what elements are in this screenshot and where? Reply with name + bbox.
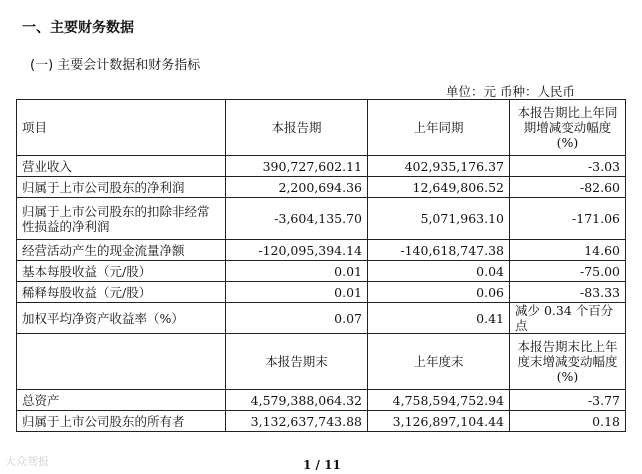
table-row bbox=[17, 156, 626, 177]
unit-currency-note: 单位：元 币种：人民币 bbox=[446, 84, 575, 99]
table-cell: 本报告期末 bbox=[226, 334, 368, 390]
table-row bbox=[17, 282, 626, 303]
table-cell: 上年度末 bbox=[368, 334, 510, 390]
table-cell: 0.07 bbox=[226, 303, 368, 334]
table-cell: -83.33 bbox=[510, 282, 626, 303]
table-cell: -3.03 bbox=[510, 156, 626, 177]
watermark-logo: 大众驾报 bbox=[5, 455, 49, 468]
table-cell: -140,618,747.38 bbox=[368, 240, 510, 261]
table-cell: -171.06 bbox=[510, 198, 626, 240]
table-cell: 归属于上市公司股东的净利润 bbox=[17, 177, 226, 198]
section-heading: 一、主要财务数据 bbox=[22, 20, 134, 36]
header-cell-prior-period: 上年同期 bbox=[368, 100, 510, 156]
table-cell: 0.04 bbox=[368, 261, 510, 282]
table-cell: 经营活动产生的现金流量净额 bbox=[17, 240, 226, 261]
table-cell: 0.06 bbox=[368, 282, 510, 303]
table-cell: 稀释每股收益（元/股） bbox=[17, 282, 226, 303]
table-cell: 5,071,963.10 bbox=[368, 198, 510, 240]
header-cell-current-period: 本报告期 bbox=[226, 100, 368, 156]
table-cell: 减少 0.34 个百分点 bbox=[510, 303, 626, 334]
subsection-heading: (一) 主要会计数据和财务指标 bbox=[30, 58, 201, 73]
financial-data-table bbox=[16, 99, 626, 432]
table-row bbox=[17, 303, 626, 334]
page-number: 1 / 11 bbox=[303, 458, 341, 472]
table-header-row bbox=[17, 100, 626, 156]
table-row bbox=[17, 177, 626, 198]
table-cell: 归属于上市公司股东的扣除非经常性损益的净利润 bbox=[17, 198, 226, 240]
table-cell: 归属于上市公司股东的所有者 bbox=[17, 411, 226, 432]
table-cell: 总资产 bbox=[17, 390, 226, 411]
table-cell: -3.77 bbox=[510, 390, 626, 411]
table-cell: 4,579,388,064.32 bbox=[226, 390, 368, 411]
table-cell: 12,649,806.52 bbox=[368, 177, 510, 198]
header-cell-item: 项目 bbox=[17, 100, 226, 156]
table-cell: 营业收入 bbox=[17, 156, 226, 177]
table-header-row-2 bbox=[17, 334, 626, 390]
table-cell: 390,727,602.11 bbox=[226, 156, 368, 177]
table-cell: 402,935,176.37 bbox=[368, 156, 510, 177]
table-cell: -75.00 bbox=[510, 261, 626, 282]
table-cell: 2,200,694.36 bbox=[226, 177, 368, 198]
table-cell: 基本每股收益（元/股） bbox=[17, 261, 226, 282]
table-cell: 3,126,897,104.44 bbox=[368, 411, 510, 432]
table-cell: -3,604,135.70 bbox=[226, 198, 368, 240]
table-cell: 14.60 bbox=[510, 240, 626, 261]
table-cell: 3,132,637,743.88 bbox=[226, 411, 368, 432]
table-row bbox=[17, 411, 626, 432]
table-row bbox=[17, 198, 626, 240]
table-cell: 加权平均净资产收益率（%） bbox=[17, 303, 226, 334]
table-cell: 0.01 bbox=[226, 282, 368, 303]
table-cell bbox=[17, 334, 226, 390]
financial-table-body bbox=[17, 100, 626, 432]
table-cell: 0.18 bbox=[510, 411, 626, 432]
table-cell: 本报告期末比上年度末增减变动幅度(%) bbox=[510, 334, 626, 390]
table-cell: 0.41 bbox=[368, 303, 510, 334]
header-cell-change-pct: 本报告期比上年同期增减变动幅度(%) bbox=[510, 100, 626, 156]
table-row bbox=[17, 240, 626, 261]
table-cell: -120,095,394.14 bbox=[226, 240, 368, 261]
table-cell: 0.01 bbox=[226, 261, 368, 282]
table-row bbox=[17, 261, 626, 282]
table-cell: -82.60 bbox=[510, 177, 626, 198]
table-row bbox=[17, 390, 626, 411]
table-cell: 4,758,594,752.94 bbox=[368, 390, 510, 411]
